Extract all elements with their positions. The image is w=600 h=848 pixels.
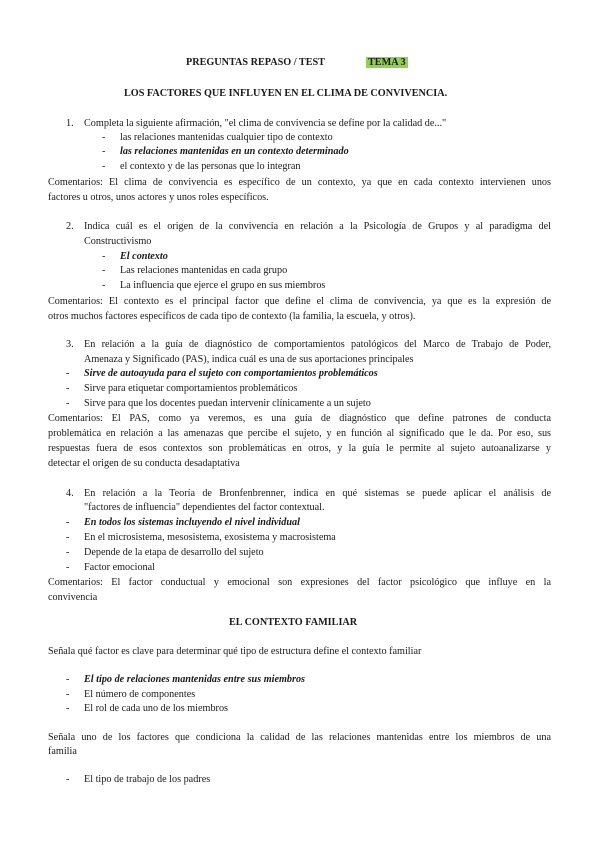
q2-text-l1: Indica cuál es el origen de la convivencia en relación a la Psicología de Grupos y al paradigma del xyxy=(84,221,551,232)
q3-dash: - xyxy=(66,398,70,409)
q4-dash: - xyxy=(66,517,70,528)
q3-option: Sirve para etiquetar comportamientos problemáticos xyxy=(84,383,298,394)
q4-comment-line xyxy=(48,576,551,589)
s2-q1-dash: - xyxy=(66,703,70,714)
q4-option-correct: En todos los sistemas incluyendo el nivel individual xyxy=(84,517,300,528)
q2-comment-l2: otros muchos factores específicos de cada tipo de contexto (la familia, la escuela, y otros). xyxy=(48,311,416,322)
q1-comment-l2: factores u otros, unos actores y unos roles específicos. xyxy=(48,192,269,203)
s2-q1-option: El número de componentes xyxy=(84,689,196,700)
q2-text-l2: Constructivismo xyxy=(84,236,152,247)
section2-title: EL CONTEXTO FAMILIAR xyxy=(229,617,358,628)
q4-number: 4. xyxy=(66,488,74,499)
tema-badge xyxy=(366,56,408,69)
q3-number: 3. xyxy=(66,339,74,350)
q1-number: 1. xyxy=(66,118,74,129)
q2-comment-line xyxy=(48,295,551,308)
s2-q2-option: El tipo de trabajo de los padres xyxy=(84,774,211,785)
q3-dash: - xyxy=(66,383,70,394)
s2-q2-text-line xyxy=(48,731,551,744)
s2-q2-text-l2: familia xyxy=(48,746,77,757)
q2-number: 2. xyxy=(66,221,74,232)
q2-dash: - xyxy=(102,280,106,291)
q1-dash: - xyxy=(102,161,106,172)
q4-text-l1: En relación a la Teoría de Bronfenbrenner, indica en qué sistemas se puede aplicar el análisis de xyxy=(84,488,551,499)
s2-q1-option-correct: El tipo de relaciones mantenidas entre sus miembros xyxy=(84,674,306,685)
q3-option: Sirve para que los docentes puedan intervenir clínicamente a un sujeto xyxy=(84,398,371,409)
tema-label: TEMA 3 xyxy=(368,57,406,68)
q4-text-line xyxy=(84,487,551,500)
s2-q1-text: Señala qué factor es clave para determinar qué tipo de estructura define el contexto familiar xyxy=(48,646,422,657)
doc-title: PREGUNTAS REPASO / TEST xyxy=(186,57,325,68)
q4-dash: - xyxy=(66,562,70,573)
q1-comment-line xyxy=(48,176,551,189)
s2-q1-dash: - xyxy=(66,689,70,700)
q3-option-correct: Sirve de autoayuda para el sujeto con comportamientos problemáticos xyxy=(84,368,378,379)
q1-option: las relaciones mantenidas cualquier tipo de contexto xyxy=(120,132,333,143)
q2-comment-l1: Comentarios: El contexto es el principal factor que define el clima de convivencia, ya que es la expresión de xyxy=(48,296,551,307)
q4-dash: - xyxy=(66,532,70,543)
q2-text-line xyxy=(84,220,551,233)
q2-dash: - xyxy=(102,251,106,262)
q2-option: La influencia que ejerce el grupo en sus miembros xyxy=(120,280,326,291)
q1-comment-l1: Comentarios: El clima de convivencia es específico de un contexto, ya que en cada contexto intervienen unos xyxy=(48,177,551,188)
q1-dash: - xyxy=(102,132,106,143)
q4-option: Factor emocional xyxy=(84,562,156,573)
q3-comment-line xyxy=(48,427,551,440)
q1-option: el contexto y de las personas que lo integran xyxy=(120,161,301,172)
q4-dash: - xyxy=(66,547,70,558)
section-title: LOS FACTORES QUE INFLUYEN EN EL CLIMA DE CONVIVENCIA. xyxy=(124,88,448,99)
s2-q2-text-l1: Señala uno de los factores que condiciona la calidad de las relaciones mantenidas entre los miembros de una xyxy=(48,732,551,743)
s2-q1-dash: - xyxy=(66,674,70,685)
q4-comment-l1: Comentarios: El factor conductual y emocional son expresiones del factor psicológico que influye en la xyxy=(48,577,551,588)
q3-comment-l1: Comentarios: El PAS, como ya veremos, es una guía de diagnóstico que define patrones de conducta xyxy=(48,413,551,424)
q1-option-correct: las relaciones mantenidas en un contexto determinado xyxy=(120,146,349,157)
q2-dash: - xyxy=(102,265,106,276)
q3-comment-l2: problemática en relación a las amenazas que percibe el sujeto, y en función al significado que le da. Por eso, sus xyxy=(48,428,551,439)
q4-option: En el microsistema, mesosistema, exosistema y macrosistema xyxy=(84,532,336,543)
q1-text: Completa la siguiente afirmación, "el clima de convivencia se define por la calidad de..." xyxy=(84,118,447,129)
q3-comment-line xyxy=(48,412,551,425)
q3-text-l2: Amenaza y Significado (PAS), indica cuál es una de sus aportaciones principales xyxy=(84,354,414,365)
q3-comment-l3: respuestas fuera de esos contextos son problemáticas en otros, y la guía le permite al sujeto autoanalizarse y xyxy=(48,443,551,454)
q3-comment-l4: detectar el origen de su conducta desadaptativa xyxy=(48,458,240,469)
q3-comment-line xyxy=(48,442,551,455)
s2-q1-option: El rol de cada uno de los miembros xyxy=(84,703,229,714)
q2-option-correct: El contexto xyxy=(120,251,168,262)
q3-text-line xyxy=(84,338,551,351)
s2-q2-dash: - xyxy=(66,774,70,785)
q4-text-l2: "factores de influencia" dependientes del factor contextual. xyxy=(84,502,325,513)
q2-option: Las relaciones mantenidas en cada grupo xyxy=(120,265,288,276)
q3-dash: - xyxy=(66,368,70,379)
q4-comment-l2: convivencia xyxy=(48,592,98,603)
q4-option: Depende de la etapa de desarrollo del sujeto xyxy=(84,547,264,558)
q1-dash: - xyxy=(102,146,106,157)
q3-text-l1: En relación a la guía de diagnóstico de comportamientos patológicos del Marco de Trabajo de Poder, xyxy=(84,339,551,350)
